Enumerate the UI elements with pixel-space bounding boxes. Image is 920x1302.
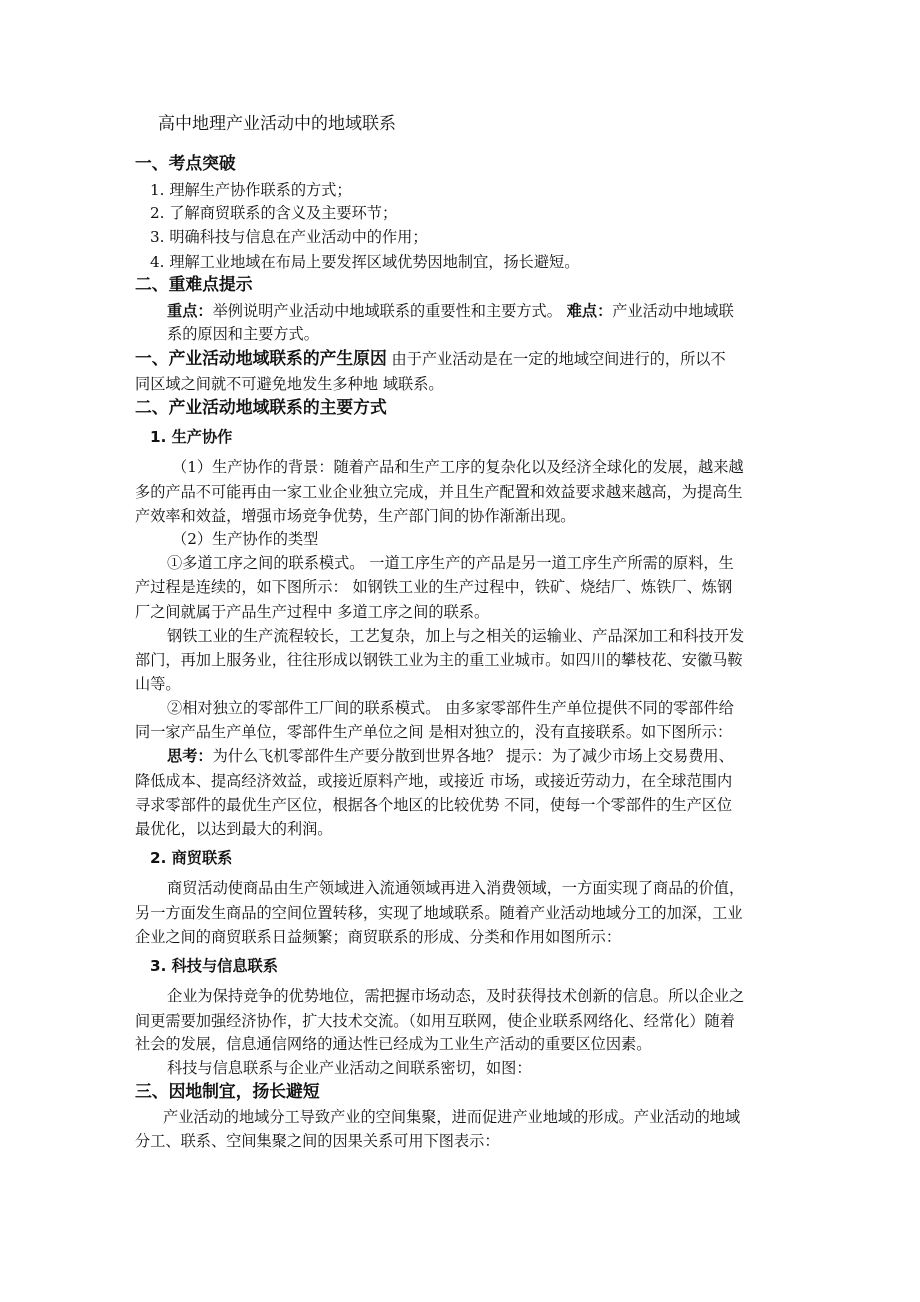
think-label: 思考： bbox=[167, 747, 213, 765]
list-item: 3. 明确科技与信息在产业活动中的作用； bbox=[150, 228, 428, 246]
section-1-heading: 一、考点突破 bbox=[135, 153, 236, 173]
paragraph-line: 另一方面发生商品的空间位置转移，实现了地域联系。随着产业活动地域分工的加深，工业 bbox=[135, 904, 743, 922]
paragraph-line: 寻求零部件的最优生产区位，根据各个地区的比较优势 不同，使每一个零部件的生产区位 bbox=[135, 796, 733, 814]
paragraph-line: 商贸活动使商品由生产领域进入流通领域再进入消费领域，一方面实现了商品的价值， bbox=[167, 879, 745, 897]
paragraph-line: 产业活动的地域分工导致产业的空间集聚，进而促进产业地域的形成。产业活动的地域 bbox=[163, 1108, 741, 1126]
paragraph-line: ①多道工序之间的联系模式。 一道工序生产的产品是另一道工序生产所需的原料，生 bbox=[167, 554, 734, 572]
key-points-line bbox=[167, 301, 734, 321]
paragraph-line: 最优化，以达到最大的利润。 bbox=[135, 820, 333, 838]
paragraph-line: 降低成本、提高经济效益，或接近原料产地，或接近 市场，或接近劳动力，在全球范围内 bbox=[135, 772, 733, 790]
paragraph-line: 分工、联系、空间集聚之间的因果关系可用下图表示： bbox=[135, 1132, 500, 1150]
page-title: 高中地理产业活动中的地域联系 bbox=[158, 114, 396, 134]
difficulty-label: 难点： bbox=[566, 302, 613, 320]
paragraph-line: 间更需要加强经济协作，扩大技术交流。（如用互联网，使企业联系网络化、经常化）随着 bbox=[135, 1012, 735, 1030]
part-1-heading: 一、产业活动地域联系的产生原因 bbox=[135, 348, 387, 368]
list-item: 1. 理解生产协作联系的方式； bbox=[150, 181, 352, 199]
paragraph-line: 同区域之间就不可避免地发生多种地 域联系。 bbox=[135, 375, 444, 393]
paragraph-line: （1）生产协作的背景：随着产品和生产工序的复杂化以及经济全球化的发展，越来越 bbox=[172, 458, 744, 476]
paragraph-line: 钢铁工业的生产流程较长，工艺复杂，加上与之相关的运输业、产品深加工和科技开发 bbox=[167, 627, 745, 645]
list-item: 2. 了解商贸联系的含义及主要环节； bbox=[150, 204, 398, 222]
paragraph-line: 社会的发展，信息通信网络的通达性已经成为工业生产活动的重要区位因素。 bbox=[135, 1035, 652, 1053]
think-line bbox=[167, 746, 734, 766]
paragraph-line: 系的原因和主要方式。 bbox=[167, 325, 319, 343]
key-label: 重点： bbox=[167, 302, 213, 320]
paragraph-line: 厂之间就属于产品生产过程中 多道工序之间的联系。 bbox=[135, 603, 490, 621]
key-text: 举例说明产业活动中地域联系的重要性和主要方式。 bbox=[212, 302, 567, 320]
paragraph-line: （2）生产协作的类型 bbox=[172, 530, 319, 548]
part-1-line bbox=[135, 348, 726, 369]
paragraph-line: 科技与信息联系与企业产业活动之间联系密切，如图： bbox=[167, 1059, 532, 1077]
paragraph-line: 多的产品不可能再由一家工业企业独立完成，并且生产配置和效益要求越来越高，为提高生 bbox=[135, 483, 743, 501]
paragraph-line: 部门，再加上服务业，往往形成以钢铁工业为主的重工业城市。如四川的攀枝花、安徽马鞍 bbox=[135, 651, 743, 669]
paragraph-line: 企业之间的商贸联系日益频繁；商贸联系的形成、分类和作用如图所示： bbox=[135, 928, 621, 946]
paragraph-line: 山等。 bbox=[135, 675, 181, 693]
list-item: 4. 理解工业地域在布局上要发挥区域优势因地制宜，扬长避短。 bbox=[150, 253, 580, 271]
paragraph-line: 产效率和效益，增强市场竞争优势，生产部门间的协作渐渐出现。 bbox=[135, 507, 576, 525]
part-2-heading: 二、产业活动地域联系的主要方式 bbox=[135, 397, 387, 417]
subsection-heading: 2. 商贸联系 bbox=[150, 849, 233, 867]
section-2-heading: 二、重难点提示 bbox=[135, 274, 253, 294]
subsection-heading: 1. 生产协作 bbox=[150, 428, 233, 446]
paragraph-line: 产过程是连续的，如下图所示： 如钢铁工业的生产过程中，铁矿、烧结厂、炼铁厂、炼钢 bbox=[135, 578, 733, 596]
part-3-heading: 三、因地制宜，扬长避短 bbox=[135, 1081, 320, 1101]
difficulty-text: 产业活动中地域联 bbox=[612, 302, 734, 320]
paragraph-line: 同一家产品生产单位，零部件生产单位之间 是相对独立的，没有直接联系。如下图所示： bbox=[135, 723, 733, 741]
part-1-text: 由于产业活动是在一定的地域空间进行的，所以不 bbox=[386, 350, 726, 368]
subsection-heading: 3. 科技与信息联系 bbox=[150, 957, 278, 975]
paragraph-line: 企业为保持竞争的优势地位，需把握市场动态，及时获得技术创新的信息。所以企业之 bbox=[167, 987, 745, 1005]
think-text: 为什么飞机零部件生产要分散到世界各地？ 提示：为了减少市场上交易费用、 bbox=[212, 747, 734, 765]
paragraph-line: ②相对独立的零部件工厂间的联系模式。 由多家零部件生产单位提供不同的零部件给 bbox=[167, 699, 734, 717]
